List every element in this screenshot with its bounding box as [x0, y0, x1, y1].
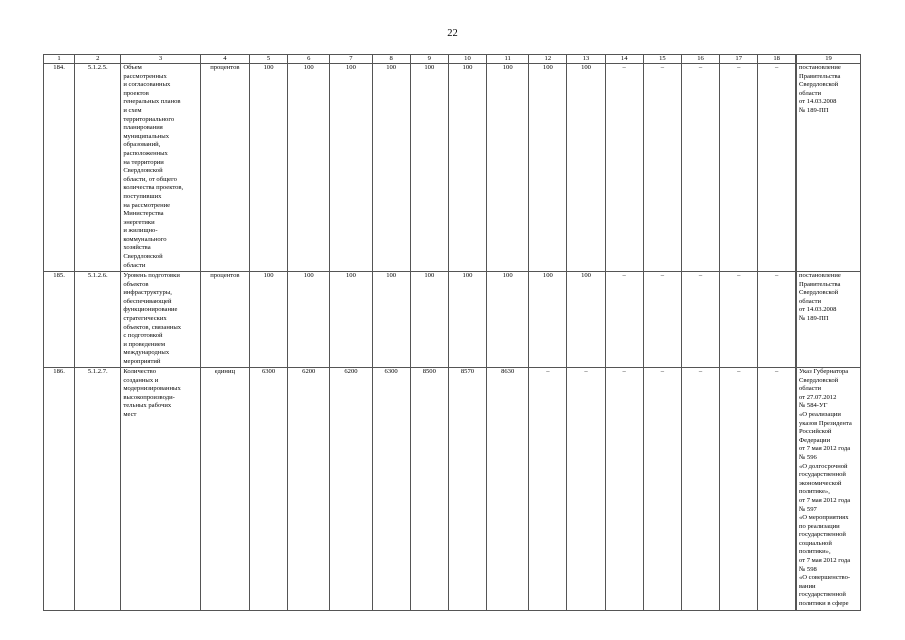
table-row — [44, 64, 861, 272]
value-cell: – — [643, 368, 681, 611]
row-number: 185. — [44, 272, 75, 368]
column-header: 11 — [487, 55, 529, 64]
row-code: 5.1.2.5. — [75, 64, 121, 272]
legal-basis: Указ Губернатора Свердловской области от 27.07.2012 № 584-УГ «О реализации указов Президента Российской Федерации от 7 мая 2012 года № 596 «О долгосрочной государственной экономической политике», от 7 мая 2012 года № 597 «О мероприятиях по реализации государственной социальной политики», от 7 мая 2012 года № 598 «О совершенство- вании государственной политики в сфере — [796, 368, 861, 611]
column-header: 19 — [796, 55, 861, 64]
column-header: 3 — [121, 55, 200, 64]
column-header: 4 — [200, 55, 249, 64]
value-cell: – — [605, 64, 643, 272]
column-header: 14 — [605, 55, 643, 64]
unit: процентов — [200, 64, 249, 272]
column-header: 12 — [529, 55, 567, 64]
column-header: 15 — [643, 55, 681, 64]
column-header: 5 — [249, 55, 287, 64]
value-cell: – — [643, 64, 681, 272]
row-number: 186. — [44, 368, 75, 611]
indicator-name: Уровень подготовки объектов инфраструктуры, обеспечивающей функционирование стратегических объектов, связанных с подготовкой и проведением международных мероприятий — [121, 272, 200, 368]
value-cell: – — [720, 272, 758, 368]
value-cell: 100 — [372, 272, 410, 368]
value-cell: – — [720, 64, 758, 272]
value-cell: 100 — [372, 64, 410, 272]
value-cell: – — [567, 368, 605, 611]
column-header: 10 — [448, 55, 486, 64]
value-cell: – — [681, 64, 719, 272]
value-cell: 6300 — [249, 368, 287, 611]
value-cell: 100 — [487, 272, 529, 368]
column-header: 13 — [567, 55, 605, 64]
column-header: 6 — [288, 55, 330, 64]
column-header: 7 — [330, 55, 372, 64]
value-cell: 100 — [567, 272, 605, 368]
indicators-table — [43, 54, 861, 611]
value-cell: – — [605, 272, 643, 368]
row-code: 5.1.2.6. — [75, 272, 121, 368]
value-cell: – — [681, 368, 719, 611]
value-cell: 100 — [249, 272, 287, 368]
value-cell: – — [758, 272, 796, 368]
legal-basis: постановление Правительства Свердловской области от 14.03.2008 № 189-ПП — [796, 272, 861, 368]
value-cell: 100 — [487, 64, 529, 272]
value-cell: – — [758, 368, 796, 611]
value-cell: 100 — [410, 272, 448, 368]
row-number: 184. — [44, 64, 75, 272]
value-cell: 100 — [448, 64, 486, 272]
indicator-name: Количество созданных и модернизированных высокопроизводи- тельных рабочих мест — [121, 368, 200, 611]
value-cell: 100 — [410, 64, 448, 272]
table-row — [44, 272, 861, 368]
value-cell: 100 — [288, 64, 330, 272]
column-header: 8 — [372, 55, 410, 64]
value-cell: – — [720, 368, 758, 611]
value-cell: 100 — [567, 64, 605, 272]
value-cell: 8500 — [410, 368, 448, 611]
unit: единиц — [200, 368, 249, 611]
value-cell: 100 — [529, 64, 567, 272]
value-cell: 6300 — [372, 368, 410, 611]
value-cell: – — [529, 368, 567, 611]
unit: процентов — [200, 272, 249, 368]
value-cell: 6200 — [288, 368, 330, 611]
value-cell: 100 — [330, 272, 372, 368]
column-header: 9 — [410, 55, 448, 64]
value-cell: 100 — [330, 64, 372, 272]
value-cell: 8570 — [448, 368, 486, 611]
column-header: 18 — [758, 55, 796, 64]
value-cell: 100 — [288, 272, 330, 368]
row-code: 5.1.2.7. — [75, 368, 121, 611]
column-header: 17 — [720, 55, 758, 64]
value-cell: 8630 — [487, 368, 529, 611]
indicator-name: Объем рассмотренных и согласованных проектов генеральных планов и схем территориального планирования муниципальных образований, расположенных на территории Свердловской области, от общего количества проектов, поступивших на рассмотрение Министерства энергетики и жилищно- коммунального хозяйства Свердловской области — [121, 64, 200, 272]
value-cell: 100 — [529, 272, 567, 368]
value-cell: – — [605, 368, 643, 611]
table-row — [44, 368, 861, 611]
value-cell: – — [643, 272, 681, 368]
column-number-row — [44, 55, 861, 64]
value-cell: – — [681, 272, 719, 368]
column-header: 2 — [75, 55, 121, 64]
column-header: 16 — [681, 55, 719, 64]
value-cell: – — [758, 64, 796, 272]
column-header: 1 — [44, 55, 75, 64]
legal-basis: постановление Правительства Свердловской области от 14.03.2008 № 189-ПП — [796, 64, 861, 272]
page-number: 22 — [447, 28, 458, 39]
value-cell: 100 — [448, 272, 486, 368]
value-cell: 100 — [249, 64, 287, 272]
value-cell: 6200 — [330, 368, 372, 611]
